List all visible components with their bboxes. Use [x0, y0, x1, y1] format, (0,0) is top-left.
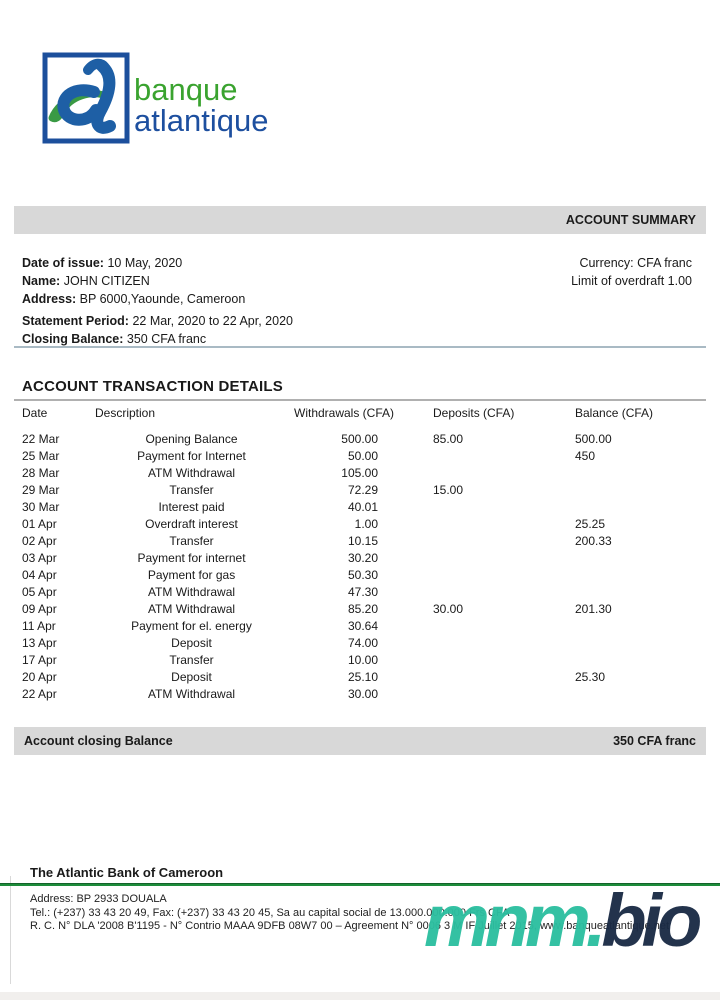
logo-wordmark — [134, 74, 268, 136]
cell-deposit — [389, 668, 524, 685]
cell-description: ATM Withdrawal — [147, 686, 236, 701]
cell-date: 11 Apr — [22, 618, 56, 633]
cell-balance: 25.25 — [575, 516, 606, 531]
cell-deposit — [389, 651, 524, 668]
cell-balance — [524, 617, 706, 634]
cell-deposit — [389, 685, 524, 702]
logo-a-mark-icon — [42, 52, 130, 144]
account-info-line: Limit of overdraft 1.00 — [571, 274, 692, 288]
cell-description: Transfer — [169, 482, 214, 497]
info-value: 22 Mar, 2020 to 22 Apr, 2020 — [128, 314, 293, 328]
cell-date: 04 Apr — [22, 567, 57, 582]
transaction-row — [14, 430, 706, 447]
cell-withdrawal: 25.10 — [347, 669, 378, 684]
cell-balance — [524, 634, 706, 651]
transactions-header-row — [14, 404, 706, 422]
cell-date: 28 Mar — [22, 465, 60, 480]
cell-deposit: 85.00 — [433, 431, 464, 446]
cell-date: 02 Apr — [22, 533, 57, 548]
transaction-row — [14, 566, 706, 583]
cell-deposit: 30.00 — [433, 601, 464, 616]
footer-detail-line: Address: BP 2933 DOUALA — [30, 893, 167, 905]
cell-description: Deposit — [171, 635, 212, 650]
watermark-part-bio: bio — [601, 879, 698, 962]
info-label: Closing Balance: — [22, 332, 124, 346]
account-info-line — [22, 254, 293, 272]
cell-description: ATM Withdrawal — [147, 601, 236, 616]
cell-date: 22 Apr — [22, 686, 57, 701]
transaction-row — [14, 447, 706, 464]
logo-word-atlantique: atlantique — [134, 103, 269, 138]
cell-date: 13 Apr — [22, 635, 57, 650]
cell-date: 05 Apr — [22, 584, 57, 599]
transaction-row — [14, 634, 706, 651]
info-label: Name: — [22, 274, 61, 288]
cell-balance — [524, 549, 706, 566]
watermark-part-mnm: mnm. — [424, 879, 602, 962]
cell-withdrawal: 30.20 — [347, 550, 378, 565]
closing-balance-bar — [14, 727, 706, 755]
cell-description: Transfer — [169, 652, 214, 667]
cell-withdrawal: 1.00 — [354, 516, 378, 531]
cell-withdrawal: 30.64 — [347, 618, 378, 633]
transaction-row — [14, 549, 706, 566]
transaction-row — [14, 668, 706, 685]
account-info-right — [571, 254, 692, 290]
closing-balance-value: 350 CFA franc — [613, 734, 696, 748]
cell-date: 20 Apr — [22, 669, 57, 684]
info-value: JOHN CITIZEN — [60, 274, 150, 288]
cell-withdrawal: 74.00 — [347, 635, 378, 650]
cell-withdrawal: 30.00 — [347, 686, 378, 701]
account-info-left — [22, 254, 293, 348]
cell-description: Payment for internet — [137, 550, 246, 565]
cell-withdrawal: 50.30 — [347, 567, 378, 582]
transactions-header — [14, 404, 706, 422]
account-summary-title: ACCOUNT SUMMARY — [565, 213, 696, 227]
account-info-line: Currency: CFA franc — [579, 256, 692, 270]
cell-deposit — [389, 515, 524, 532]
info-divider-line — [14, 346, 706, 348]
cell-deposit — [389, 634, 524, 651]
cell-deposit — [389, 464, 524, 481]
transactions-title-divider — [14, 399, 706, 401]
closing-balance-label: Account closing Balance — [24, 734, 173, 748]
bottom-edge-strip — [0, 992, 720, 1000]
cell-date: 29 Mar — [22, 482, 60, 497]
info-label: Address: — [22, 292, 77, 306]
cell-deposit — [389, 498, 524, 515]
cell-deposit — [389, 583, 524, 600]
cell-withdrawal: 72.29 — [347, 482, 378, 497]
cell-deposit — [389, 549, 524, 566]
cell-balance — [524, 464, 706, 481]
info-label: Date of issue: — [22, 256, 104, 270]
cell-balance: 450 — [575, 448, 596, 463]
column-header-withdrawals: Withdrawals (CFA) — [294, 406, 395, 420]
cell-withdrawal: 85.20 — [347, 601, 378, 616]
cell-balance — [524, 583, 706, 600]
info-value: BP 6000,Yaounde, Cameroon — [76, 292, 246, 306]
cell-withdrawal: 10.15 — [347, 533, 378, 548]
cell-deposit: 15.00 — [433, 482, 464, 497]
cell-description: Payment for Internet — [137, 448, 246, 463]
cell-deposit — [389, 617, 524, 634]
cell-balance: 500.00 — [575, 431, 612, 446]
cell-balance — [524, 651, 706, 668]
account-info-line — [22, 312, 293, 330]
transaction-row — [14, 600, 706, 617]
cell-description: ATM Withdrawal — [147, 465, 236, 480]
cell-description: Interest paid — [158, 499, 225, 514]
transaction-row — [14, 532, 706, 549]
transactions-title: ACCOUNT TRANSACTION DETAILS — [22, 378, 283, 395]
cell-withdrawal: 50.00 — [347, 448, 378, 463]
transactions-body — [14, 422, 706, 702]
account-info-line — [22, 290, 293, 308]
cell-date: 01 Apr — [22, 516, 57, 531]
cell-date: 09 Apr — [22, 601, 57, 616]
cell-date: 22 Mar — [22, 431, 60, 446]
footer-detail-line: Tel.: (+237) 33 43 20 49, Fax: (+237) 33 43 20 45, Sa au capital social de 13.000.000.000 Frs CFA — [30, 906, 510, 919]
cell-description: Overdraft interest — [145, 516, 238, 531]
cell-deposit — [389, 566, 524, 583]
transaction-row — [14, 515, 706, 532]
cell-deposit — [389, 447, 524, 464]
column-header-balance: Balance (CFA) — [575, 406, 654, 420]
transaction-row — [14, 685, 706, 702]
cell-balance: 201.30 — [575, 601, 612, 616]
transactions-table — [14, 404, 706, 702]
account-summary-bar — [14, 206, 706, 234]
cell-balance — [524, 481, 706, 498]
cell-description: ATM Withdrawal — [147, 584, 236, 599]
footer-bank-name: The Atlantic Bank of Cameroon — [30, 865, 224, 880]
transaction-row — [14, 651, 706, 668]
transaction-row — [14, 617, 706, 634]
column-header-deposits: Deposits (CFA) — [433, 406, 515, 420]
cell-description: Payment for gas — [147, 567, 236, 582]
cell-withdrawal: 47.30 — [347, 584, 378, 599]
info-label: Statement Period: — [22, 314, 129, 328]
column-header-description: Description — [95, 406, 156, 420]
footer-detail-line: R. C. N° DLA '2008 B'1195 - N° Contrio MAAA 9DFB 08W7 00 – Agreement N° 0006 3 M IF Juillet 2015, www.banqueatlantique.net — [30, 920, 670, 932]
cell-withdrawal: 10.00 — [347, 652, 378, 667]
cell-balance — [524, 498, 706, 515]
cell-date: 25 Mar — [22, 448, 60, 463]
mnm-bio-watermark — [424, 878, 697, 964]
transaction-row — [14, 583, 706, 600]
cell-balance: 25.30 — [575, 669, 606, 684]
cell-description: Opening Balance — [145, 431, 238, 446]
info-value: 10 May, 2020 — [103, 256, 183, 270]
cell-date: 30 Mar — [22, 499, 60, 514]
cell-balance: 200.33 — [575, 533, 612, 548]
account-info-line — [22, 272, 293, 290]
cell-date: 17 Apr — [22, 652, 57, 667]
cell-description: Deposit — [171, 669, 212, 684]
info-value: 350 CFA franc — [123, 332, 207, 346]
cell-description: Transfer — [169, 533, 214, 548]
cell-withdrawal: 105.00 — [341, 465, 378, 480]
transaction-row — [14, 464, 706, 481]
column-header-date: Date — [22, 406, 48, 420]
cell-withdrawal: 40.01 — [347, 499, 378, 514]
transaction-row — [14, 498, 706, 515]
cell-balance — [524, 566, 706, 583]
cell-description: Payment for el. energy — [131, 618, 252, 633]
cell-withdrawal: 500.00 — [341, 431, 378, 446]
footer-left-rule — [10, 876, 11, 984]
logo-word-banque: banque — [134, 72, 238, 107]
transaction-row — [14, 481, 706, 498]
cell-balance — [524, 685, 706, 702]
cell-deposit — [389, 532, 524, 549]
bank-logo — [42, 52, 268, 144]
cell-date: 03 Apr — [22, 550, 57, 565]
